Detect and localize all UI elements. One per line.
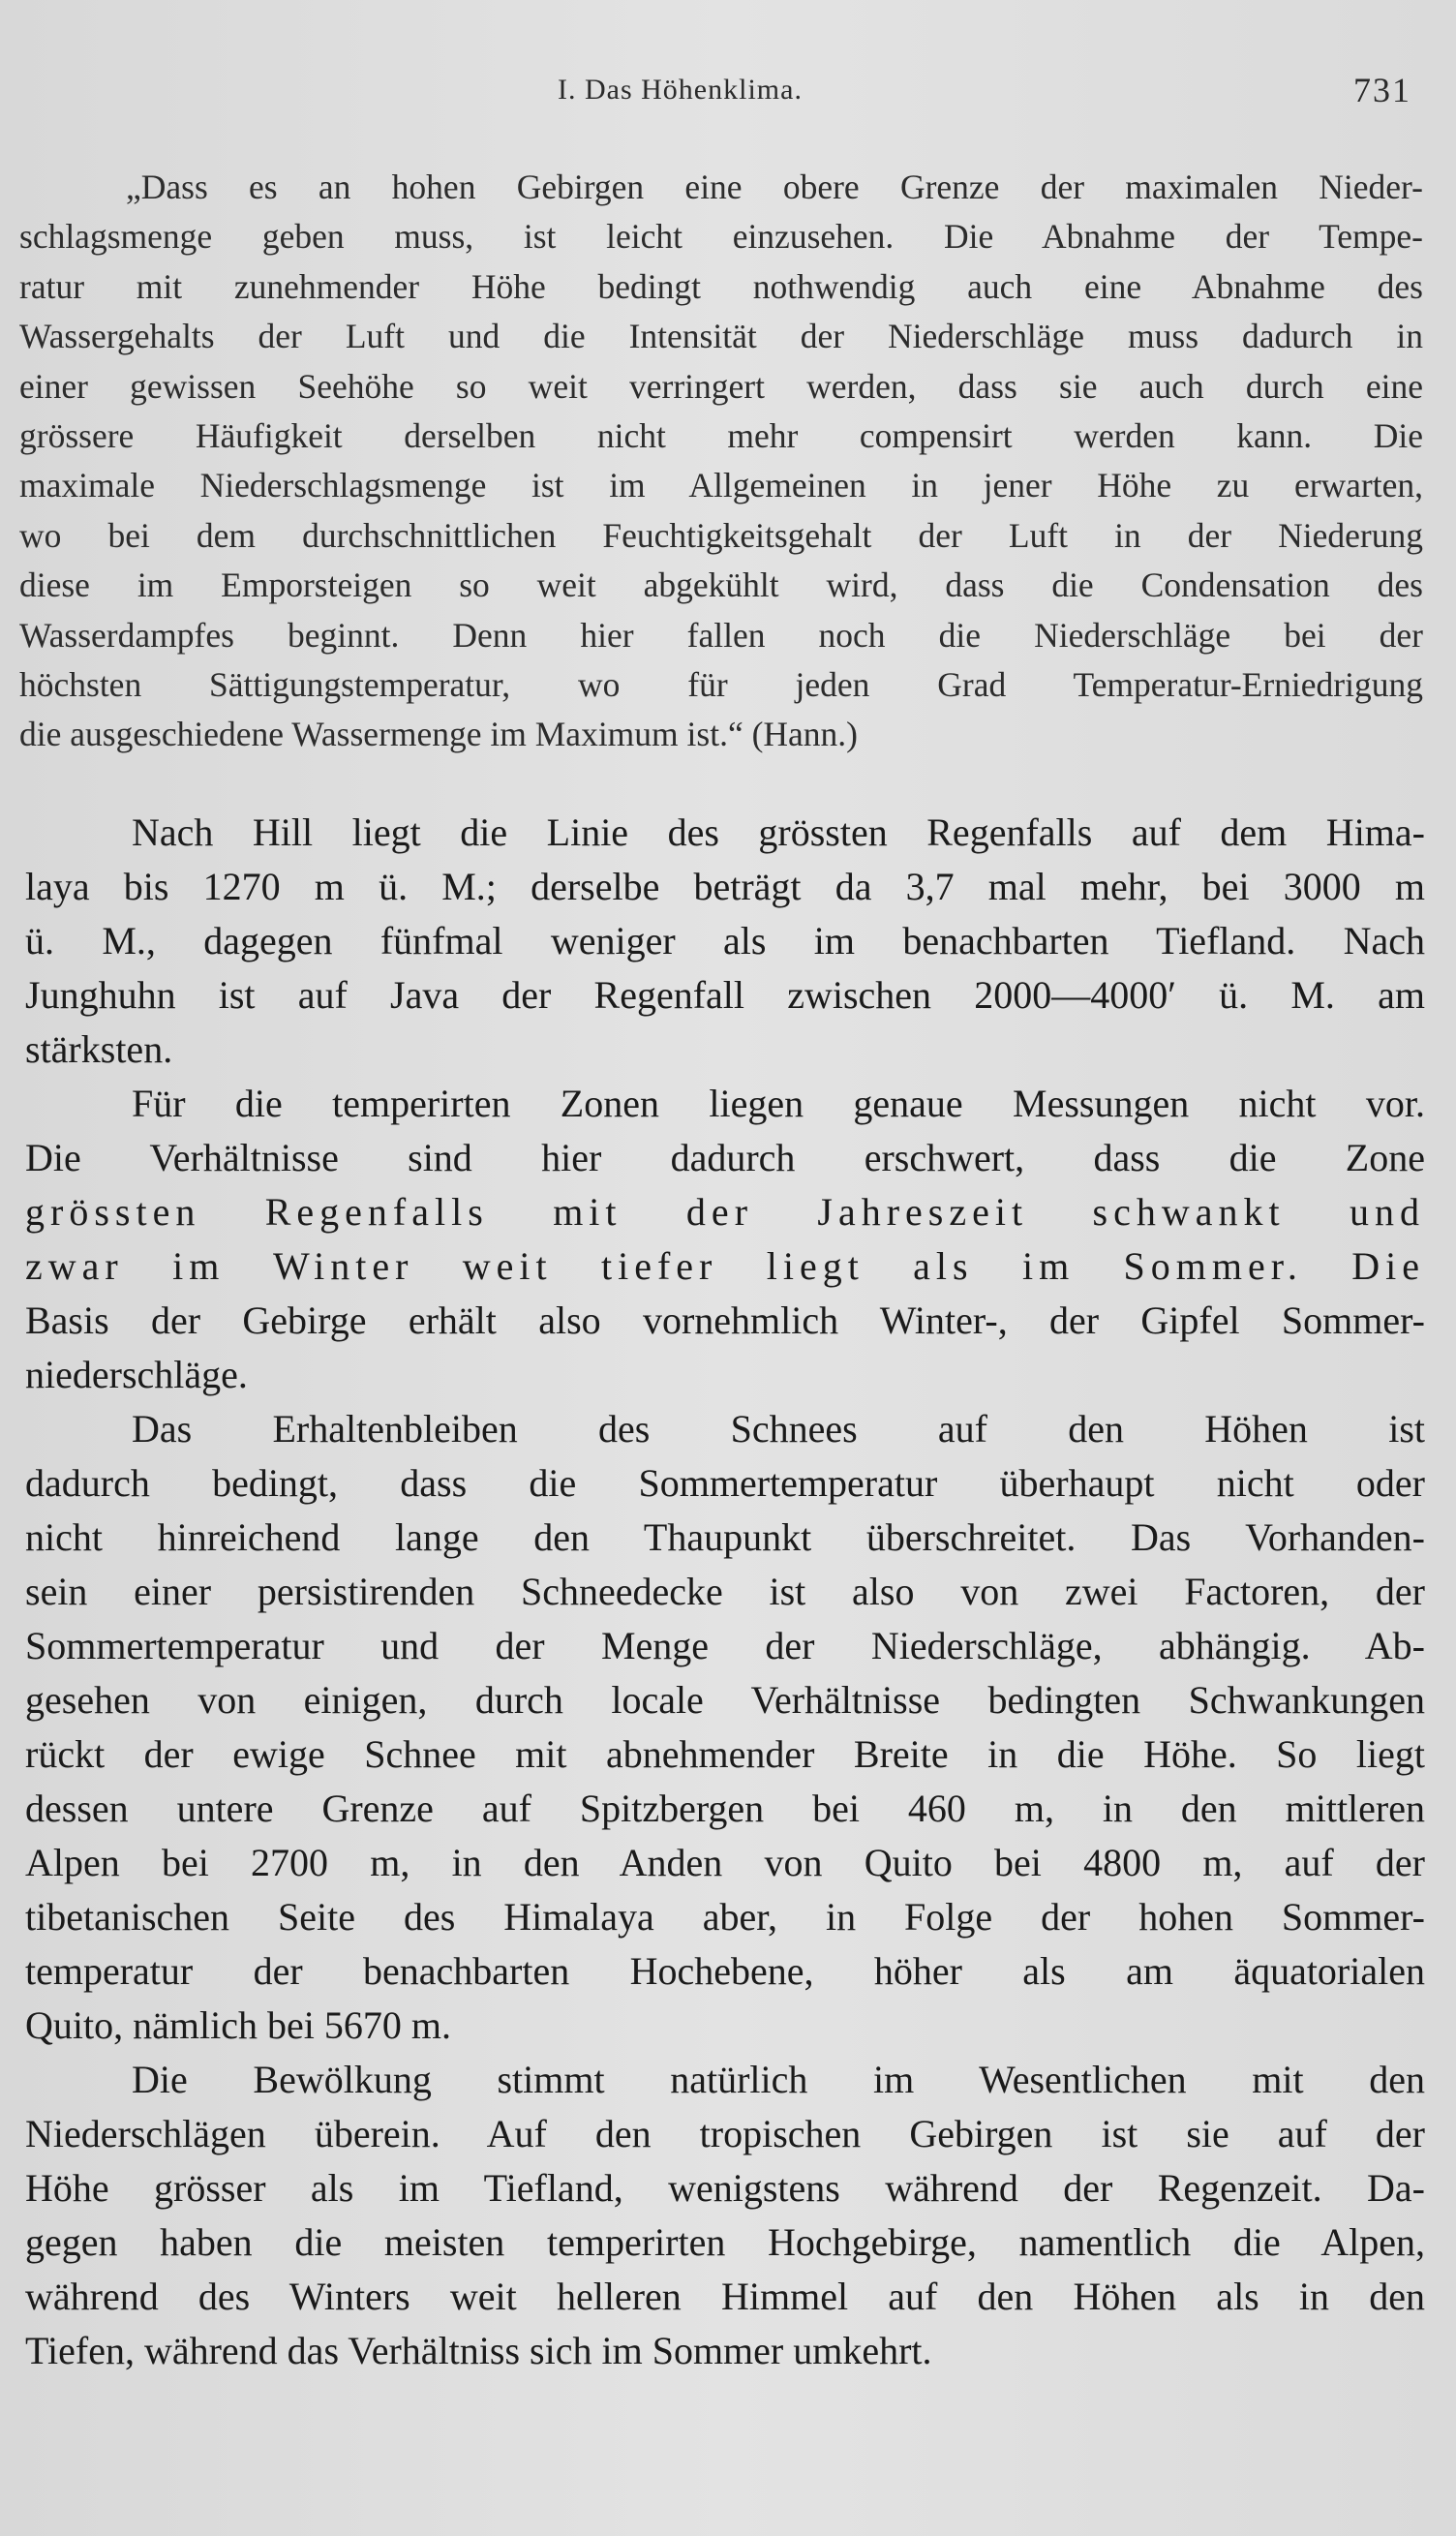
text-line: rückt der ewige Schnee mit abnehmender Breite in die Höhe. So liegt [25,1732,1425,1776]
chapter-title: I. Das Höhenklima. [558,74,803,106]
text-line: gegen haben die meisten temperirten Hochgebirge, namentlich die Alpen, [25,2220,1425,2264]
paragraph-cloudiness [25,2053,1425,2378]
quote-line: ratur mit zunehmender Höhe bedingt nothwendig auch eine Abnahme des [19,266,1423,306]
body-text [25,806,1425,2378]
text-line: dessen untere Grenze auf Spitzbergen bei 460 m, in den mittleren [25,1787,1425,1830]
text-line: Quito, nämlich bei 5670 m. [25,2003,451,2047]
text-line: sein einer persistirenden Schneedecke ist also von zwei Factoren, der [25,1570,1425,1613]
quote-line: Wasserdampfes beginnt. Denn hier fallen noch die Niederschläge bei der [19,615,1423,655]
text-line: Basis der Gebirge erhält also vornehmlich Winter-, der Gipfel Sommer- [25,1299,1425,1342]
text-line: stärksten. [25,1027,173,1071]
page-number: 731 [1353,71,1411,109]
text-line: temperatur der benachbarten Hochebene, höher als am äquatorialen [25,1949,1425,1993]
quote-line: die ausgeschiedene Wassermenge im Maximum ist.“ (Hann.) [19,715,858,754]
text-line: Tiefen, während das Verhältniss sich im Sommer umkehrt. [25,2329,932,2372]
text-line: laya bis 1270 m ü. M.; derselbe beträgt da 3,7 mal mehr, bei 3000 m [25,865,1425,908]
quote-line: wo bei dem durchschnittlichen Feuchtigkeitsgehalt der Luft in der Niederung [19,515,1423,555]
text-line: nicht hinreichend lange den Thaupunkt überschreitet. Das Vorhanden- [25,1515,1425,1559]
text-line: Sommertemperatur und der Menge der Niederschläge, abhängig. Ab- [25,1624,1425,1667]
text-line: während des Winters weit helleren Himmel auf den Höhen als in den [25,2275,1425,2318]
text-line: ü. M., dagegen fünfmal weniger als im benachbarten Tiefland. Nach [25,919,1425,962]
text-line: Die Bewölkung stimmt natürlich im Wesentlichen mit den [132,2058,1425,2101]
quote-line: schlagsmenge geben muss, ist leicht einzusehen. Die Abnahme der Tempe- [19,217,1423,257]
text-line: Die Verhältnisse sind hier dadurch erschwert, dass die Zone [25,1136,1425,1179]
text-line: Niederschlägen überein. Auf den tropischen Gebirgen ist sie auf der [25,2112,1425,2155]
block-quote [19,163,1423,760]
text-line: tibetanischen Seite des Himalaya aber, in Folge der hohen Sommer- [25,1895,1425,1939]
paragraph-snow [25,1402,1425,2053]
text-line: Alpen bei 2700 m, in den Anden von Quito bei 4800 m, auf der [25,1841,1425,1884]
text-line: grössten Regenfalls mit der Jahreszeit schwankt und [25,1190,1425,1234]
quote-line: einer gewissen Seehöhe so weit verringert werden, dass sie auch durch eine [19,366,1423,406]
quote-line: „Dass es an hohen Gebirgen eine obere Grenze der maximalen Nieder- [126,168,1423,206]
running-header [0,70,1456,118]
text-line: Das Erhaltenbleiben des Schnees auf den Höhen ist [132,1407,1425,1451]
quote-line: diese im Emporsteigen so weit abgekühlt wird, dass die Condensation des [19,565,1423,605]
text-line: Nach Hill liegt die Linie des grössten Regenfalls auf dem Hima- [132,810,1425,854]
quote-line: grössere Häufigkeit derselben nicht mehr compensirt werden kann. Die [19,415,1423,455]
text-line: niederschläge. [25,1353,248,1396]
paragraph-temperate-zones [25,1077,1425,1402]
text-line: zwar im Winter weit tiefer liegt als im Sommer. Die [25,1244,1425,1288]
paragraph-hill [25,806,1425,1077]
text-line: Junghuhn ist auf Java der Regenfall zwischen 2000—4000′ ü. M. am [25,973,1425,1017]
text-line: Höhe grösser als im Tiefland, wenigstens während der Regenzeit. Da- [25,2166,1425,2210]
quote-line: höchsten Sättigungstemperatur, wo für jeden Grad Temperatur-Erniedrigung [19,664,1423,704]
quote-line: Wassergehalts der Luft und die Intensität der Niederschläge muss dadurch in [19,317,1423,356]
text-line: dadurch bedingt, dass die Sommertemperatur überhaupt nicht oder [25,1461,1425,1505]
text-line: Für die temperirten Zonen liegen genaue Messungen nicht vor. [132,1082,1425,1125]
quote-line: maximale Niederschlagsmenge ist im Allgemeinen in jener Höhe zu erwarten, [19,466,1423,505]
text-line: gesehen von einigen, durch locale Verhältnisse bedingten Schwankungen [25,1678,1425,1722]
